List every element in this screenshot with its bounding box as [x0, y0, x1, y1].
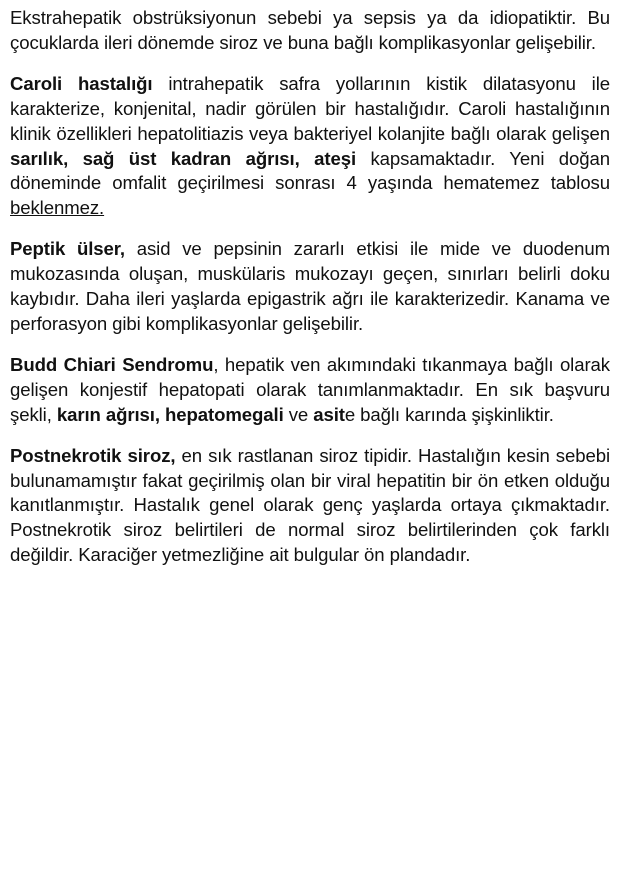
paragraph-intro: [10, 6, 610, 56]
paragraph-text: kapsamaktadır. Yeni doğan döneminde omfalit geçirilmesi sonrası 4 yaşında hematemez tablosu: [10, 147, 610, 194]
paragraph-text: en sık rastlanan siroz tipidir. Hastalığın kesin sebebi bulunamamıştır fakat geçirilmiş olan bir viral hepatitin bir ön etken olduğu kanıtlanmıştır. Hastalık genel olarak genç yaşlarda ortaya çıkmaktadır. Postnekrotik siroz belirtileri de normal siroz belirtilerinden çok farklı değildir. Karaciğer yetmezliğine ait bulgular ön plandadır.: [10, 444, 610, 566]
term-budd-chiari-sendromu: Budd Chiari Sendromu: [10, 353, 214, 375]
term-postnekrotik-siroz: Postnekrotik siroz,: [10, 444, 176, 466]
paragraph-text: intrahepatik safra yollarının kistik dilatasyonu ile karakterize, konjenital, nadir görülen bir hastalığıdır. Caroli hastalığının klinik özellikleri hepatolitiazis veya bakteriyel kolanjite bağlı olarak gelişen: [10, 72, 610, 144]
term-hepatomegali: hepatomegali: [165, 403, 284, 425]
paragraph-peptik-ulser: [10, 237, 610, 337]
paragraph-budd-chiari: [10, 353, 610, 428]
connector: ve: [283, 403, 314, 425]
separator: ,: [294, 147, 315, 169]
paragraph-text: Ekstrahepatik obstrüksiyonun sebebi ya sepsis ya da idiopatiktir. Bu çocuklarda ileri dönemde siroz ve buna bağlı komplikasyonlar gelişebilir.: [10, 7, 610, 53]
underlined-beklenmez: beklenmez.: [10, 197, 105, 219]
term-asit: asit: [313, 403, 345, 425]
paragraph-text: asid ve pepsinin zararlı etkisi ile mide ve duodenum mukozasında oluşan, muskülaris mukozayı geçen, sınırları belirli doku kaybıdır. Daha ileri yaşlarda epigastrik ağrı ile karakterizedir. Kanama ve perforasyon gibi komplikasyonlar gelişebilir.: [10, 238, 610, 334]
document-page: [10, 0, 610, 584]
term-sarilik: sarılık: [10, 147, 64, 169]
paragraph-caroli: [10, 72, 610, 221]
term-karin-agrisi: karın ağrısı: [56, 403, 155, 425]
term-peptik-ulser: Peptik ülser,: [10, 238, 125, 260]
separator: ,: [154, 403, 165, 425]
term-atesi: ateşi: [314, 147, 357, 169]
term-sag-ust-kadran-agrisi: sağ üst kadran ağrısı: [82, 147, 295, 169]
term-caroli-hastaligi: Caroli hastalığı: [10, 72, 153, 94]
separator: ,: [63, 147, 83, 169]
paragraph-postnekrotik-siroz: [10, 444, 610, 569]
paragraph-text: , hepatik ven akımındaki tıkanmaya bağlı olarak gelişen konjestif hepatopati olarak tanımlanmaktadır. En sık başvuru şekli,: [10, 353, 610, 425]
paragraph-text: e bağlı karında şişkinliktir.: [344, 403, 554, 425]
